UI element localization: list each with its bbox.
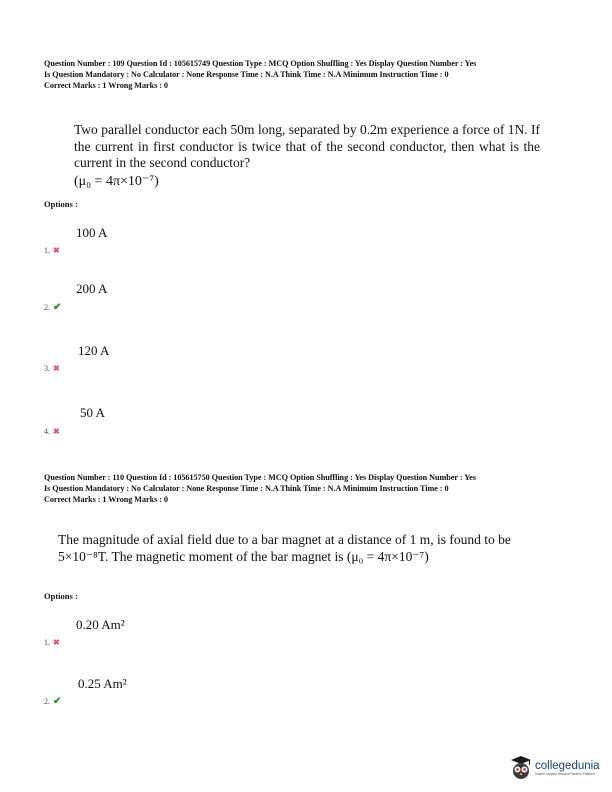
option-number (44, 246, 60, 255)
option-index: 2. (44, 303, 50, 312)
collegedunia-logo (510, 750, 606, 786)
option-index: 1. (44, 638, 50, 647)
wrong-mark-icon: ✖ (53, 638, 60, 647)
option-index: 3. (44, 364, 50, 373)
options-label: Options : (44, 199, 78, 209)
question-line: The magnitude of axial field due to a bar magnet at a distance of 1 m, is found to be (58, 532, 511, 547)
option-number (44, 302, 61, 313)
option-value: 0.25 Am² (78, 676, 127, 691)
question-109-text: Two parallel conductor each 50m long, separated by 0.2m experience a force of 1N. If the current in first conductor is twice that of the second conductor, then what is the current in the second conductor? (74, 122, 540, 170)
meta-line: Question Number : 109 Question Id : 105615749 Question Type : MCQ Option Shuffling : Yes Display Question Number : Yes (44, 59, 477, 68)
wrong-mark-icon: ✖ (53, 427, 60, 436)
option-number (44, 638, 60, 647)
options-label: Options : (44, 591, 78, 601)
meta-line: Is Question Mandatory : No Calculator : None Response Time : N.A Think Time : N.A Minimum Instruction Time : 0 (44, 484, 449, 493)
question-110-meta (44, 472, 574, 505)
option-index: 2. (44, 697, 50, 706)
correct-check-icon: ✔ (53, 696, 62, 707)
question-line: 5×10⁻⁸T. The magnetic moment of the bar magnet is (μ₀ = 4π×10⁻⁷) (58, 548, 429, 564)
question-109-meta (44, 58, 574, 91)
option-number (44, 696, 61, 707)
option-number (44, 364, 60, 373)
option-value: 120 A (78, 343, 110, 358)
option-index: 4. (44, 427, 50, 436)
meta-line: Correct Marks : 1 Wrong Marks : 0 (44, 495, 168, 504)
meta-line: Is Question Mandatory : No Calculator : None Response Time : N.A Think Time : N.A Minimum Instruction Time : 0 (44, 70, 449, 79)
correct-check-icon: ✔ (53, 302, 62, 313)
question-110-text (58, 532, 538, 565)
option-value: 100 A (76, 225, 108, 240)
option-number (44, 427, 60, 436)
brand-name: collegedunia (535, 760, 600, 772)
brand-tagline: India's Largest Student Review Platform (535, 772, 596, 776)
option-value: 50 A (80, 405, 105, 420)
question-109-formula: (μ₀ = 4π×10⁻⁷) (74, 174, 159, 189)
wrong-mark-icon: ✖ (53, 364, 60, 373)
meta-line: Correct Marks : 1 Wrong Marks : 0 (44, 81, 168, 90)
meta-line: Question Number : 110 Question Id : 105615750 Question Type : MCQ Option Shuffling : Yes Display Question Number : Yes (44, 473, 476, 482)
graduate-owl-icon (510, 755, 532, 781)
wrong-mark-icon: ✖ (53, 246, 60, 255)
option-index: 1. (44, 246, 50, 255)
option-value: 200 A (76, 281, 108, 296)
option-value: 0.20 Am² (76, 617, 125, 632)
